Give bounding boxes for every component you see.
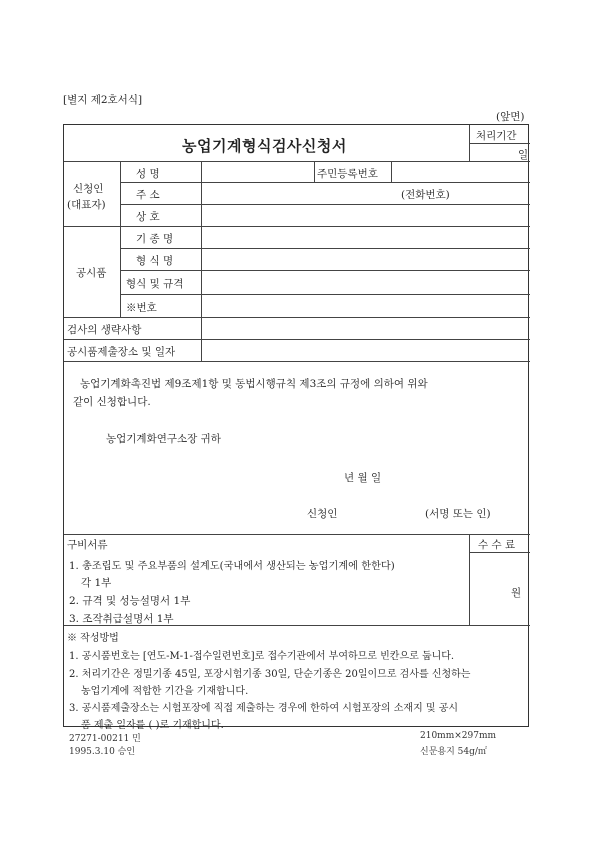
signature-label: (서명 또는 인): [425, 508, 491, 520]
form-title: 농업기계형식검사신청서: [182, 137, 347, 155]
phone-label: (전화번호): [401, 189, 450, 201]
statement-line-2: 같이 신청합니다.: [73, 396, 151, 408]
statement-line-1: 농업기계화촉진법 제9조제1항 및 동법시행규칙 제3조의 규정에 의하여 위와: [80, 378, 428, 390]
inspection-omission-label: 검사의 생략사항: [67, 324, 142, 336]
document-item: 1. 총조립도 및 주요부품의 설계도(국내에서 생산되는 농업기계에 한한다): [69, 561, 395, 572]
documents-header: 구비서류: [67, 539, 108, 551]
name-label: 성 명: [136, 168, 160, 180]
document-item: 2. 규격 및 성능설명서 1부: [69, 595, 191, 607]
representative-label: (대표자): [67, 199, 106, 211]
address-label: 주 소: [136, 189, 160, 201]
submission-place-label: 공시품제출장소 및 일자: [67, 346, 176, 358]
sample-number-label: ※번호: [126, 302, 157, 314]
note-item: 3. 공시품제출장소는 시험포장에 직접 제출하는 경우에 한하여 시험포장의 소재지 및 공시: [69, 703, 459, 714]
resident-number-label: 주민등록번호: [317, 168, 378, 180]
trade-name-label: 상 호: [136, 211, 160, 223]
sample-group-label: 공시품: [76, 267, 107, 279]
application-form: [63, 124, 529, 731]
processing-period-label: 처리기간: [476, 130, 517, 142]
processing-period-value: 일: [518, 149, 529, 161]
note-item: 농업기계에 적합한 기간을 기재합니다.: [81, 686, 249, 697]
date-line: 년 월 일: [344, 472, 382, 484]
document-item: 각 1부: [81, 577, 112, 589]
front-side-label: (앞면): [496, 111, 525, 123]
note-item: 1. 공시품번호는 [연도-M-1-접수일련번호]로 접수기관에서 부여하므로 빈칸으로 둡니다.: [69, 651, 455, 662]
fee-header: 수 수 료: [478, 539, 516, 551]
model-name-label: 기 종 명: [136, 233, 174, 245]
fee-unit: 원: [511, 587, 522, 599]
footer-paper-size: 210mm×297mm: [420, 731, 497, 741]
footer-paper-type: 신문용지 54g/㎡: [420, 747, 487, 757]
form-number: [별지 제2호서식]: [63, 94, 143, 106]
addressee: 농업기계화연구소장 귀하: [106, 433, 221, 445]
notes-header: ※ 작성방법: [67, 633, 119, 644]
spec-label: 형식 및 규격: [126, 278, 184, 290]
applicant-group-label: 신청인: [73, 183, 104, 195]
footer-approval: 1995.3.10 승인: [69, 747, 136, 757]
signer-label: 신청인: [307, 508, 338, 520]
type-name-label: 형 식 명: [136, 255, 174, 267]
footer-code: 27271-00211 민: [69, 734, 141, 744]
document-item: 3. 조작취급설명서 1부: [69, 613, 174, 625]
note-item: 2. 처리기간은 정밀기종 45일, 포장시험기종 30일, 단순기종은 20일이므로 검사를 신청하는: [69, 669, 471, 680]
note-item: 품 제출 일자를 ( )로 기재합니다.: [81, 720, 224, 731]
